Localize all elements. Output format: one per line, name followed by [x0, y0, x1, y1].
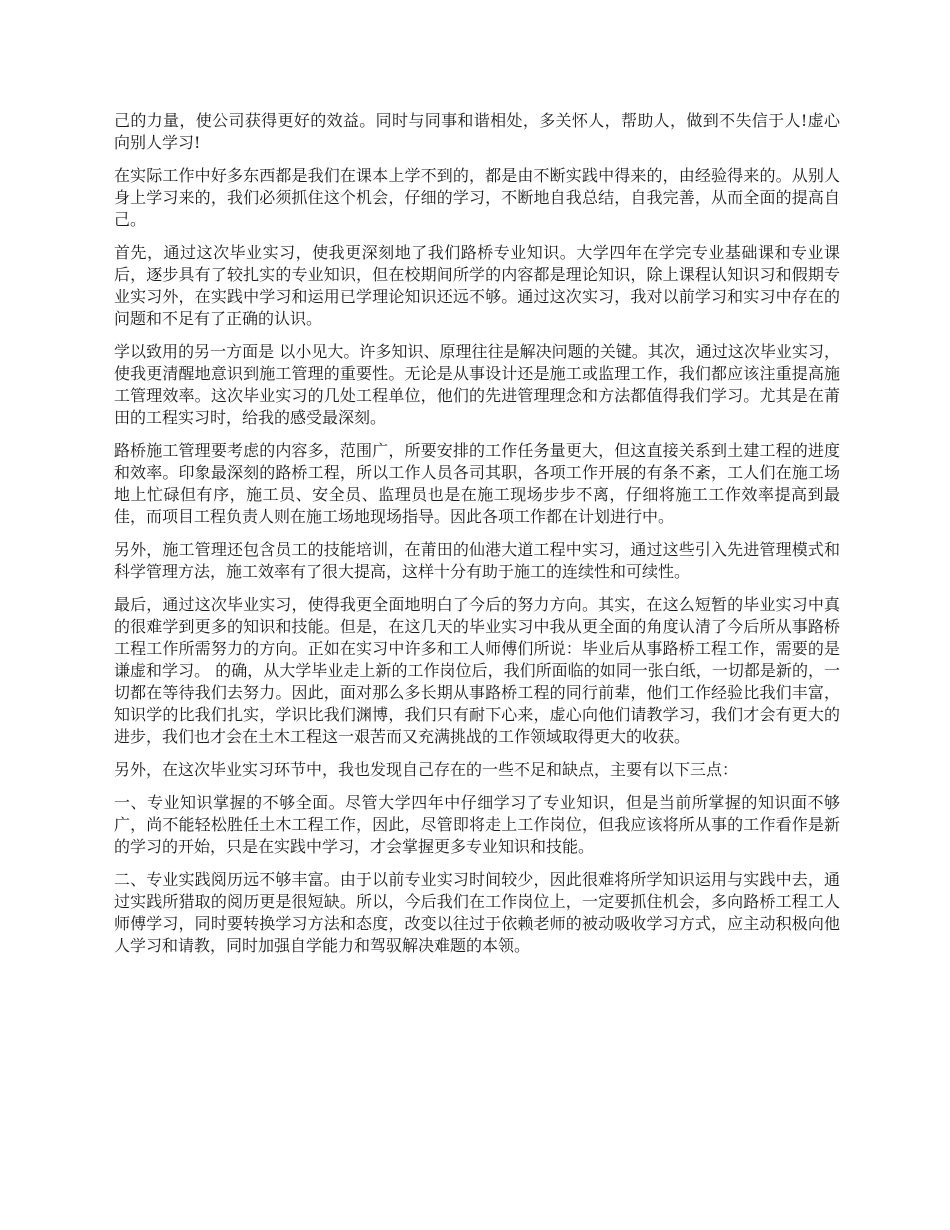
paragraph-1: 己的力量，使公司获得更好的效益。同时与同事和谐相处，多关怀人，帮助人，做到不失信于人!虚心向别人学习!: [114, 111, 840, 152]
paragraph-6: 另外，施工管理还包含员工的技能培训，在莆田的仙港大道工程中实习，通过这些引入先进管理模式和科学管理方法，施工效率有了很大提高，这样十分有助于施工的连续性和可续性。: [114, 540, 840, 581]
paragraph-8: 另外，在这次毕业实习环节中，我也发现自己存在的一些不足和缺点，主要有以下三点：: [114, 760, 739, 779]
paragraph-7: 最后，通过这次毕业实习，使得我更全面地明白了今后的努力方向。其实，在这么短暂的毕业实习中真的很难学到更多的知识和技能。但是，在这几天的毕业实习中我从更全面的角度认清了今后所从事路桥工程工作所需努力的方向。正如在实习中许多和工人师傅们所说：毕业后从事路桥工程工作，需要的是谦虚和学习。 的确，从大学毕业走上新的工作岗位后，我们所面临的如同一张白纸，一切都是新的，一切都在等待我们去努力。因此，面对那么多长期从事路桥工程的同行前辈，他们工作经验比我们丰富，知识学的比我们扎实，学识比我们渊博，我们只有耐下心来，虚心向他们请教学习，我们才会有更大的进步，我们也才会在土木工程这一艰苦而又充满挑战的工作领域取得更大的收获。: [114, 595, 840, 746]
paragraph-5: 路桥施工管理要考虑的内容多，范围广，所要安排的工作任务量更大，但这直接关系到土建工程的进度和效率。印象最深刻的路桥工程，所以工作人员各司其职，各项工作开展的有条不紊，工人们在施工场地上忙碌但有序，施工员、安全员、监理员也是在施工现场步步不离，仔细将施工工作效率提高到最佳，而项目工程负责人则在施工场地现场指导。因此各项工作都在计划进行中。: [114, 441, 840, 526]
paragraph-3: 首先，通过这次毕业实习，使我更深刻地了我们路桥专业知识。大学四年在学完专业基础课和专业课后，逐步具有了较扎实的专业知识，但在校期间所学的内容都是理论知识，除上课程认知识习和假期专业实习外，在实践中学习和运用已学理论知识还远不够。通过这次实习，我对以前学习和实习中存在的问题和不足有了正确的认识。: [114, 243, 840, 328]
paragraph-9: 一、专业知识掌握的不够全面。尽管大学四年中仔细学习了专业知识，但是当前所掌握的知识面不够广，尚不能轻松胜任土木工程工作，因此，尽管即将走上工作岗位，但我应该将所从事的工作看作是新的学习的开始，只是在实践中学习，才会掌握更多专业知识和技能。: [114, 793, 840, 856]
paragraph-2: 在实际工作中好多东西都是我们在课本上学不到的，都是由不断实践中得来的，由经验得来的。从别人身上学习来的，我们必须抓住这个机会，仔细的学习，不断地自我总结，自我完善，从而全面的提高自己。: [114, 166, 840, 229]
document-body: [114, 110, 840, 968]
paragraph-10: 二、专业实践阅历远不够丰富。由于以前专业实习时间较少，因此很难将所学知识运用与实践中去，通过实践所猎取的阅历更是很短缺。所以，今后我们在工作岗位上，一定要抓住机会，多向路桥工程工人师傅学习，同时要转换学习方法和态度，改变以往过于依赖老师的被动吸收学习方式，应主动积极向他人学习和请教，同时加强自学能力和驾驭解决难题的本领。: [114, 870, 840, 955]
paragraph-4: 学以致用的另一方面是 以小见大。许多知识、原理往往是解决问题的关键。其次，通过这次毕业实习，使我更清醒地意识到施工管理的重要性。无论是从事设计还是施工或监理工作，我们都应该注重提高施工管理效率。这次毕业实习的几处工程单位，他们的先进管理理念和方法都值得我们学习。尤其是在莆田的工程实习时，给我的感受最深刻。: [114, 342, 840, 427]
